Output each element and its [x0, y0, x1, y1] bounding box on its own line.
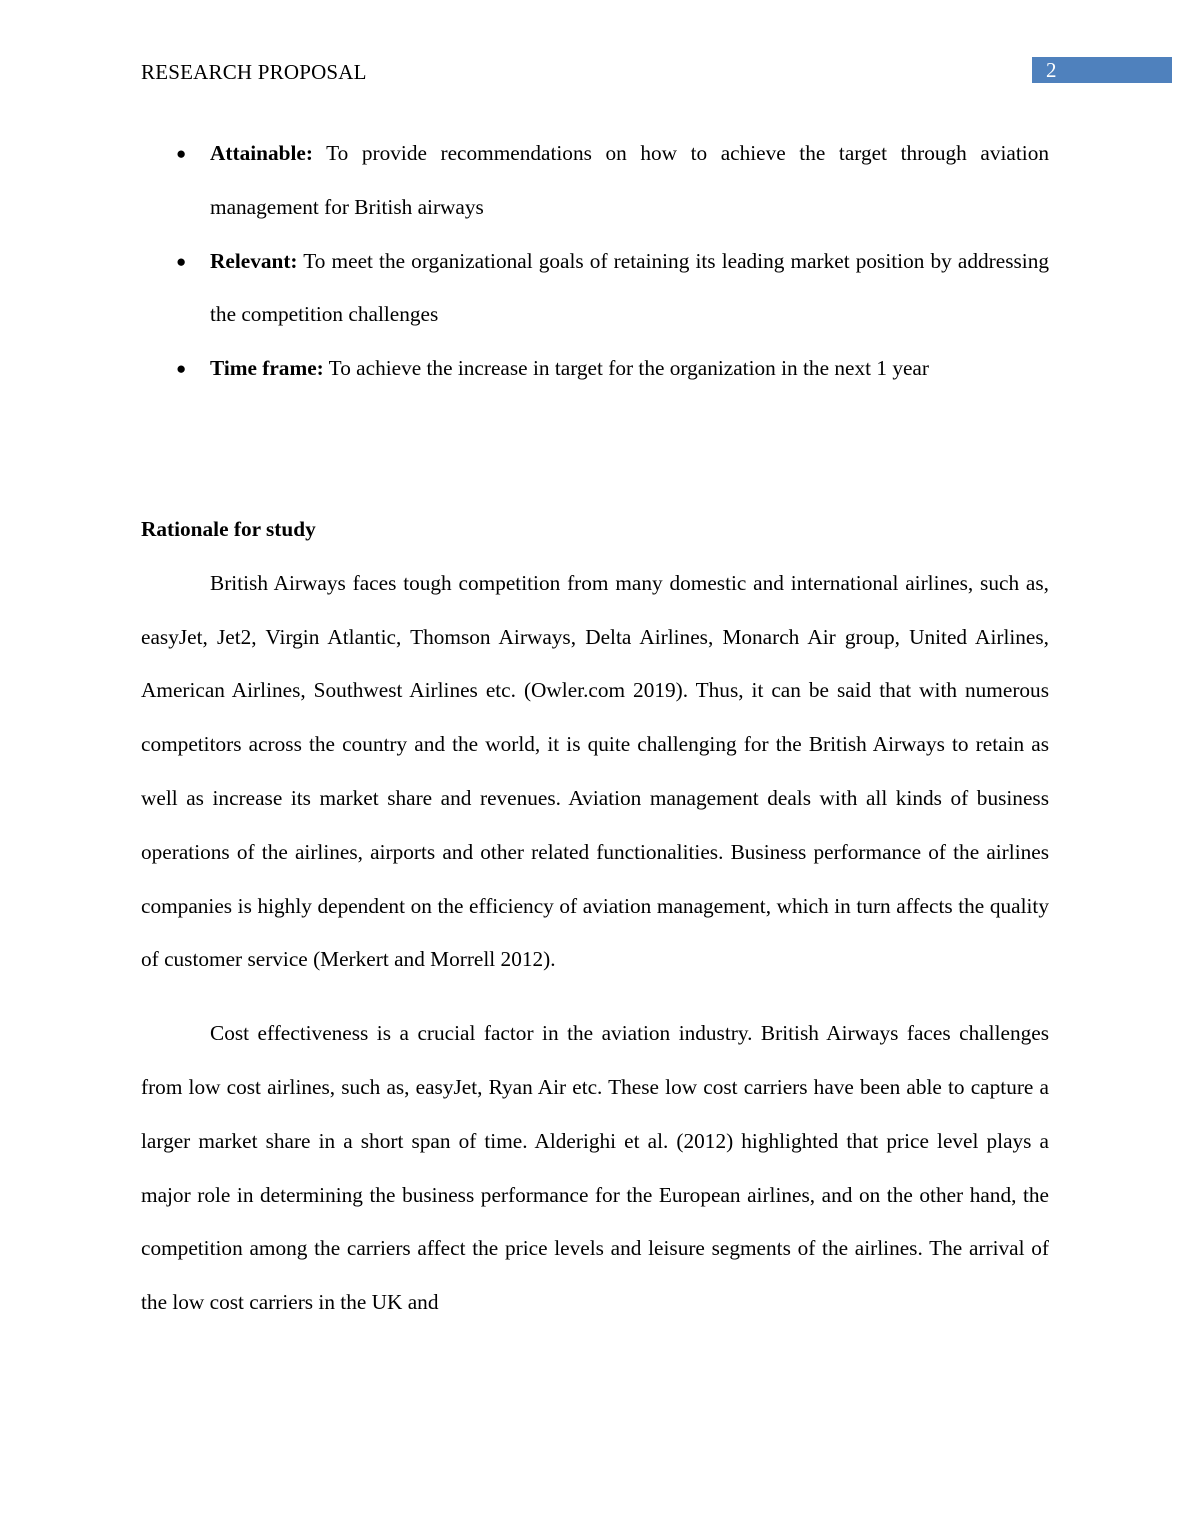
objective-text: To meet the organizational goals of retaining its leading market position by addressing the competition challenges	[210, 248, 1049, 327]
page-number: 2	[1046, 58, 1057, 82]
body-paragraph: Cost effectiveness is a crucial factor in the aviation industry. British Airways faces challenges from low cost airlines, such as, easyJet, Ryan Air etc. These low cost carriers have been able to capture a larger market share in a short span of time. Alderighi et al. (2012) highlighted that price level plays a major role in determining the business performance for the European airlines, and on the other hand, the competition among the carriers affect the price levels and leisure segments of the airlines. The arrival of the low cost carriers in the UK and	[141, 1021, 1049, 1315]
section-spacer	[141, 396, 1049, 503]
objective-text: To achieve the increase in target for the organization in the next 1 year	[323, 356, 929, 381]
list-item	[141, 342, 1049, 396]
list-item	[141, 127, 1049, 235]
objective-label: Time frame:	[210, 356, 324, 381]
objective-label: Relevant:	[210, 248, 298, 273]
objectives-list	[141, 127, 1049, 396]
bullet-icon: ●	[176, 144, 187, 163]
page-number-badge	[1032, 57, 1172, 83]
objective-text: To provide recommendations on how to achieve the target through aviation management for British airways	[210, 141, 1049, 219]
bullet-icon: ●	[176, 251, 187, 271]
section-heading: Rationale for study	[141, 516, 316, 541]
document-body	[141, 127, 1049, 1330]
body-paragraph: British Airways faces tough competition from many domestic and international airlines, such as, easyJet, Jet2, Virgin Atlantic, Thomson Airways, Delta Airlines, Monarch Air group, United Airlines, American Airlines, Southwest Airlines etc. (Owler.com 2019). Thus, it can be said that with numerous competitors across the country and the world, it is quite challenging for the British Airways to retain as well as increase its market share and revenues. Aviation management deals with all kinds of business operations of the airlines, airports and other related functionalities. Business performance of the airlines companies is highly dependent on the efficiency of aviation management, which in turn affects the quality of customer service (Merkert and Morrell 2012).	[141, 570, 1049, 972]
list-item	[141, 235, 1049, 343]
bullet-icon: ●	[176, 359, 187, 379]
running-header-title: RESEARCH PROPOSAL	[141, 60, 367, 84]
objective-label: Attainable:	[210, 141, 313, 165]
